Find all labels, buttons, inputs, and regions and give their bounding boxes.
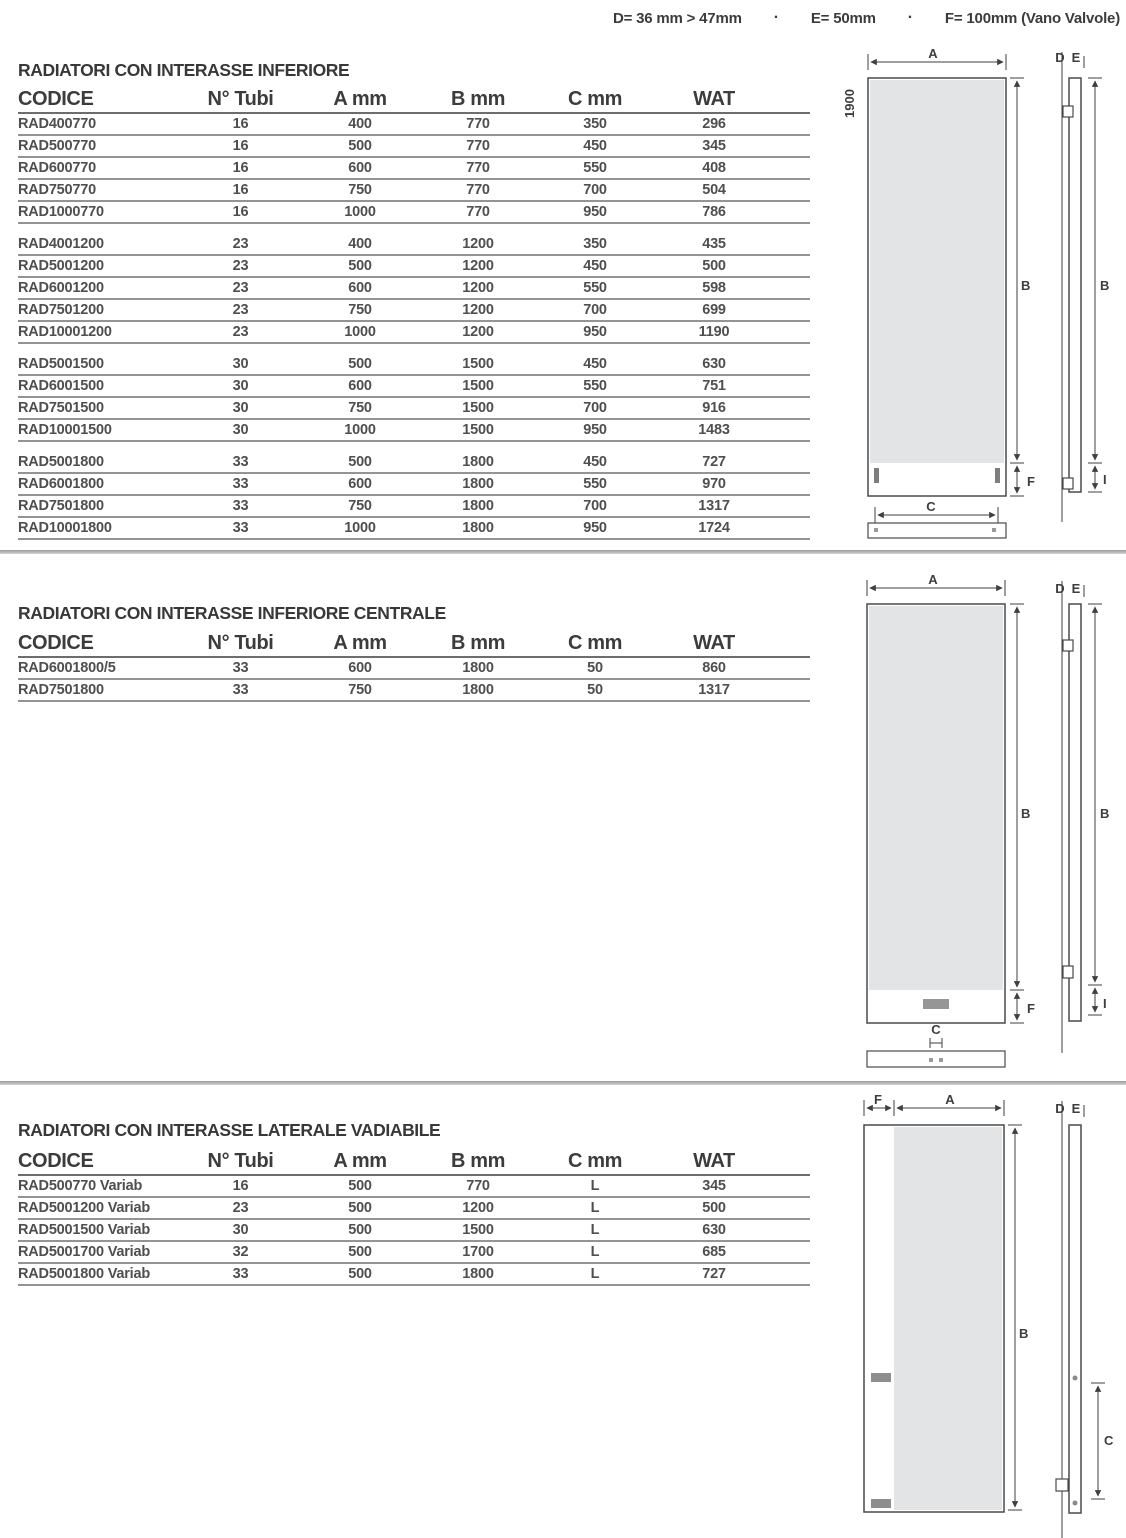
value-cell: 860: [702, 660, 726, 676]
column-header: B mm: [451, 631, 505, 654]
value-cell: 1000: [344, 204, 376, 220]
value-cell: 30: [232, 356, 249, 372]
wall-bracket-bottom: [1056, 1479, 1068, 1491]
code-cell: RAD5001700 Variab: [18, 1244, 151, 1260]
bottom-view: [868, 523, 1006, 538]
column-header: N° Tubi: [207, 1149, 274, 1172]
value-cell: 30: [232, 400, 249, 416]
value-cell: 408: [702, 160, 726, 176]
dim-label-e: E: [1071, 1101, 1081, 1116]
value-cell: 33: [232, 1266, 249, 1282]
value-cell: L: [590, 1266, 600, 1282]
table-interasse-inferiore-centrale: [18, 630, 810, 702]
connection-mark-center: [923, 999, 949, 1009]
legend-d-spec: D= 36 mm > 47mm: [612, 9, 742, 27]
value-cell: 1200: [462, 236, 494, 252]
value-cell: 1200: [462, 324, 494, 340]
legend-f-spec: F= 100mm (Vano Valvole): [944, 9, 1120, 27]
dim-c-small: [930, 1022, 942, 1048]
column-header: B mm: [451, 87, 505, 110]
section-divider: [0, 1081, 1126, 1085]
value-cell: 598: [702, 280, 726, 296]
value-cell: L: [590, 1244, 600, 1260]
front-view: [867, 604, 1005, 1023]
column-header: N° Tubi: [207, 87, 274, 110]
value-cell: 33: [232, 498, 249, 514]
table-row: [18, 354, 810, 376]
value-cell: 600: [348, 160, 372, 176]
table-row: [18, 474, 810, 496]
table-row: [18, 1220, 810, 1242]
value-cell: 33: [232, 520, 249, 536]
value-cell: 550: [583, 378, 607, 394]
column-header: C mm: [568, 1149, 622, 1172]
value-cell: 345: [702, 138, 726, 154]
dim-label-f: F: [1027, 474, 1035, 489]
column-header: N° Tubi: [207, 631, 274, 654]
code-cell: RAD6001800/5: [18, 660, 116, 676]
value-cell: 500: [348, 454, 372, 470]
table-row: [18, 496, 810, 518]
table-header-row: [18, 1148, 810, 1176]
column-header: C mm: [568, 631, 622, 654]
value-cell: 700: [583, 400, 607, 416]
value-cell: 435: [702, 236, 726, 252]
value-cell: 16: [232, 138, 249, 154]
diagram-interasse-inferiore: [830, 40, 1120, 550]
value-cell: 750: [348, 182, 372, 198]
value-cell: 23: [232, 1200, 249, 1216]
value-cell: 350: [583, 236, 607, 252]
table-row: [18, 322, 810, 344]
value-cell: L: [590, 1200, 600, 1216]
value-cell: 750: [348, 682, 372, 698]
value-cell: 33: [232, 476, 249, 492]
value-cell: 450: [583, 454, 607, 470]
value-cell: 1000: [344, 324, 376, 340]
wall-bracket-top: [1063, 106, 1073, 117]
value-cell: 550: [583, 160, 607, 176]
value-cell: 16: [232, 160, 249, 176]
value-cell: 699: [702, 302, 726, 318]
code-cell: RAD7501500: [18, 400, 104, 416]
legend-dot: ·: [907, 9, 913, 26]
value-cell: 600: [348, 476, 372, 492]
value-cell: 770: [466, 138, 490, 154]
dim-b-side: [1088, 78, 1109, 463]
value-cell: 450: [583, 356, 607, 372]
value-cell: 950: [583, 324, 607, 340]
value-cell: 30: [232, 422, 249, 438]
dim-f: [1010, 993, 1035, 1023]
table-row: [18, 420, 810, 442]
code-cell: RAD7501800: [18, 498, 104, 514]
dim-label-i: I: [1103, 996, 1107, 1011]
value-cell: 1700: [462, 1244, 494, 1260]
code-cell: RAD5001200 Variab: [18, 1200, 151, 1216]
column-header: B mm: [451, 1149, 505, 1172]
code-cell: RAD750770: [18, 182, 96, 198]
value-cell: 1200: [462, 302, 494, 318]
value-cell: 750: [348, 302, 372, 318]
code-cell: RAD4001200: [18, 236, 104, 252]
table-row: [18, 658, 810, 680]
value-cell: 1000: [344, 422, 376, 438]
table-row: [18, 114, 810, 136]
dim-c: [875, 499, 998, 523]
value-cell: 500: [348, 1244, 372, 1260]
section-title-laterale-variabile: RADIATORI CON INTERASSE LATERALE VADIABILE: [18, 1120, 441, 1140]
table-group: [18, 234, 810, 344]
side-view: [1055, 1101, 1084, 1538]
column-header: WAT: [693, 1149, 735, 1172]
dim-a: [867, 572, 1005, 596]
value-cell: 1200: [462, 258, 494, 274]
table-row: [18, 180, 810, 202]
value-cell: 550: [583, 280, 607, 296]
dim-a: [897, 1092, 1004, 1116]
value-cell: 750: [348, 400, 372, 416]
value-cell: 786: [702, 204, 726, 220]
side-connection-upper: [1073, 1376, 1078, 1381]
value-cell: 30: [232, 1222, 249, 1238]
dim-label-c-side: C: [1104, 1433, 1114, 1448]
value-cell: 751: [702, 378, 726, 394]
table-row: [18, 158, 810, 180]
value-cell: 1500: [462, 400, 494, 416]
value-cell: 600: [348, 660, 372, 676]
value-cell: 770: [466, 160, 490, 176]
column-header: WAT: [693, 631, 735, 654]
section-title-inferiore-centrale: RADIATORI CON INTERASSE INFERIORE CENTRALE: [18, 603, 446, 623]
dim-label-b: B: [1019, 1326, 1029, 1341]
value-cell: 296: [702, 116, 726, 132]
code-cell: RAD10001200: [18, 324, 112, 340]
legend-e-spec: E= 50mm: [810, 9, 876, 27]
value-cell: L: [590, 1222, 600, 1238]
value-cell: 500: [702, 1200, 726, 1216]
column-header: CODICE: [18, 631, 94, 654]
table-header-row: [18, 86, 810, 114]
table-group: [18, 114, 810, 224]
column-header: A mm: [333, 87, 387, 110]
side-view: [1055, 50, 1084, 522]
value-cell: 770: [466, 182, 490, 198]
value-cell: 16: [232, 182, 249, 198]
value-cell: 600: [348, 378, 372, 394]
code-cell: RAD1000770: [18, 204, 104, 220]
diagram-interasse-laterale-variabile: [830, 1092, 1120, 1538]
table-row: [18, 1176, 810, 1198]
dim-b-side: [1088, 604, 1109, 985]
value-cell: 500: [348, 1222, 372, 1238]
code-cell: RAD5001800: [18, 454, 104, 470]
code-cell: RAD5001500 Variab: [18, 1222, 151, 1238]
code-cell: RAD600770: [18, 160, 96, 176]
value-cell: 1200: [462, 280, 494, 296]
value-cell: 1800: [462, 660, 494, 676]
value-cell: 770: [466, 116, 490, 132]
dim-f: [1010, 466, 1035, 496]
value-cell: 1317: [698, 682, 730, 698]
dim-label-b-side: B: [1100, 278, 1110, 293]
code-cell: RAD400770: [18, 116, 96, 132]
value-cell: 1500: [462, 422, 494, 438]
dim-label-e: E: [1071, 581, 1081, 596]
table-row: [18, 1242, 810, 1264]
column-header: CODICE: [18, 87, 94, 110]
code-cell: RAD5001500: [18, 356, 104, 372]
table-row: [18, 1198, 810, 1220]
dim-label-d: D: [1055, 581, 1065, 596]
value-cell: 1800: [462, 454, 494, 470]
table-row: [18, 1264, 810, 1286]
dim-label-b-side: B: [1100, 806, 1110, 821]
value-cell: 500: [348, 1178, 372, 1194]
table-group: [18, 658, 810, 702]
value-cell: 450: [583, 258, 607, 274]
wall-bracket-bottom: [1063, 966, 1073, 978]
total-height-label: 1900: [842, 89, 857, 118]
dim-label-d: D: [1055, 50, 1065, 65]
connection-mark-upper: [871, 1373, 891, 1382]
side-connection-lower: [1073, 1501, 1078, 1506]
value-cell: 32: [232, 1244, 249, 1260]
value-cell: 1200: [462, 1200, 494, 1216]
dim-c-side: [1091, 1383, 1114, 1499]
value-cell: 700: [583, 302, 607, 318]
wall-bracket-bottom: [1063, 478, 1073, 489]
value-cell: 1500: [462, 356, 494, 372]
value-cell: 400: [348, 236, 372, 252]
column-header: WAT: [693, 87, 735, 110]
value-cell: 1483: [698, 422, 730, 438]
value-cell: 33: [232, 682, 249, 698]
value-cell: 630: [702, 1222, 726, 1238]
column-header: A mm: [333, 631, 387, 654]
table-row: [18, 136, 810, 158]
value-cell: 30: [232, 378, 249, 394]
front-view: [864, 1125, 1004, 1512]
column-header: CODICE: [18, 1149, 94, 1172]
table-row: [18, 680, 810, 702]
value-cell: 16: [232, 204, 249, 220]
table-row: [18, 278, 810, 300]
table-row: [18, 234, 810, 256]
table-interasse-laterale-variabile: [18, 1148, 810, 1286]
code-cell: RAD7501200: [18, 302, 104, 318]
value-cell: 916: [702, 400, 726, 416]
table-row: [18, 300, 810, 322]
value-cell: 500: [348, 1266, 372, 1282]
table-header-row: [18, 630, 810, 658]
value-cell: 33: [232, 454, 249, 470]
value-cell: 1190: [698, 324, 730, 340]
dim-label-b: B: [1021, 278, 1031, 293]
value-cell: 600: [348, 280, 372, 296]
value-cell: 500: [348, 138, 372, 154]
wall-bracket-top: [1063, 640, 1073, 651]
table-row: [18, 376, 810, 398]
value-cell: 500: [348, 258, 372, 274]
dim-b-front: [1008, 1125, 1028, 1510]
table-group: [18, 452, 810, 540]
value-cell: L: [590, 1178, 600, 1194]
value-cell: 700: [583, 498, 607, 514]
value-cell: 950: [583, 520, 607, 536]
value-cell: 1800: [462, 1266, 494, 1282]
value-cell: 950: [583, 422, 607, 438]
code-cell: RAD7501800: [18, 682, 104, 698]
dim-a: [868, 46, 1006, 70]
dim-label-b: B: [1021, 806, 1031, 821]
value-cell: 23: [232, 258, 249, 274]
value-cell: 50: [587, 660, 603, 676]
value-cell: 727: [702, 1266, 726, 1282]
value-cell: 685: [702, 1244, 726, 1260]
value-cell: 970: [702, 476, 726, 492]
dim-label-e: E: [1071, 50, 1081, 65]
table-row: [18, 452, 810, 474]
connection-mark-lower: [871, 1499, 891, 1508]
value-cell: 350: [583, 116, 607, 132]
value-cell: 504: [702, 182, 726, 198]
dim-label-a: A: [928, 46, 938, 61]
value-cell: 23: [232, 280, 249, 296]
code-cell: RAD10001500: [18, 422, 112, 438]
value-cell: 500: [348, 1200, 372, 1216]
table-group: [18, 1176, 810, 1286]
dim-b-front: [1010, 604, 1030, 990]
table-group: [18, 354, 810, 442]
value-cell: 630: [702, 356, 726, 372]
dim-label-a: A: [928, 572, 938, 587]
dim-label-c: C: [931, 1022, 941, 1037]
legend-dot: ·: [773, 9, 779, 26]
section-title-inferiore: RADIATORI CON INTERASSE INFERIORE: [18, 60, 350, 80]
value-cell: 16: [232, 116, 249, 132]
dim-i: [1088, 988, 1107, 1015]
dim-label-d: D: [1055, 1101, 1065, 1116]
connection-mark-right: [995, 468, 1000, 483]
value-cell: 16: [232, 1178, 249, 1194]
dim-label-c: C: [926, 499, 936, 514]
code-cell: RAD6001200: [18, 280, 104, 296]
table-row: [18, 256, 810, 278]
value-cell: 750: [348, 498, 372, 514]
dim-f: [864, 1092, 894, 1116]
front-view: [868, 78, 1006, 496]
connection-mark-left: [874, 468, 879, 483]
code-cell: RAD5001800 Variab: [18, 1266, 151, 1282]
value-cell: 1500: [462, 378, 494, 394]
value-cell: 1800: [462, 520, 494, 536]
value-cell: 1800: [462, 476, 494, 492]
value-cell: 23: [232, 302, 249, 318]
dimension-legend: [613, 9, 1120, 27]
code-cell: RAD6001800: [18, 476, 104, 492]
value-cell: 33: [232, 660, 249, 676]
value-cell: 23: [232, 236, 249, 252]
diagram-interasse-inferiore-centrale: [830, 572, 1120, 1080]
side-view: [1055, 581, 1084, 1053]
code-cell: RAD500770: [18, 138, 96, 154]
code-cell: RAD10001800: [18, 520, 112, 536]
table-interasse-inferiore: [18, 86, 810, 540]
value-cell: 1000: [344, 520, 376, 536]
code-cell: RAD6001500: [18, 378, 104, 394]
value-cell: 400: [348, 116, 372, 132]
value-cell: 1317: [698, 498, 730, 514]
value-cell: 500: [348, 356, 372, 372]
dim-label-f: F: [874, 1092, 882, 1107]
column-header: A mm: [333, 1149, 387, 1172]
value-cell: 770: [466, 1178, 490, 1194]
table-row: [18, 202, 810, 224]
value-cell: 700: [583, 182, 607, 198]
value-cell: 50: [587, 682, 603, 698]
column-header: C mm: [568, 87, 622, 110]
value-cell: 950: [583, 204, 607, 220]
dim-label-f: F: [1027, 1001, 1035, 1016]
value-cell: 1800: [462, 498, 494, 514]
section-divider: [0, 550, 1126, 554]
dim-label-i: I: [1103, 472, 1107, 487]
value-cell: 1724: [698, 520, 730, 536]
bottom-view: [867, 1051, 1005, 1067]
value-cell: 1500: [462, 1222, 494, 1238]
value-cell: 550: [583, 476, 607, 492]
code-cell: RAD500770 Variab: [18, 1178, 143, 1194]
table-row: [18, 518, 810, 540]
value-cell: 770: [466, 204, 490, 220]
table-row: [18, 398, 810, 420]
value-cell: 1800: [462, 682, 494, 698]
dim-label-a: A: [945, 1092, 955, 1107]
value-cell: 23: [232, 324, 249, 340]
code-cell: RAD5001200: [18, 258, 104, 274]
dim-b-front: [1010, 78, 1030, 463]
value-cell: 727: [702, 454, 726, 470]
value-cell: 500: [702, 258, 726, 274]
value-cell: 345: [702, 1178, 726, 1194]
value-cell: 450: [583, 138, 607, 154]
dim-i: [1088, 466, 1107, 492]
